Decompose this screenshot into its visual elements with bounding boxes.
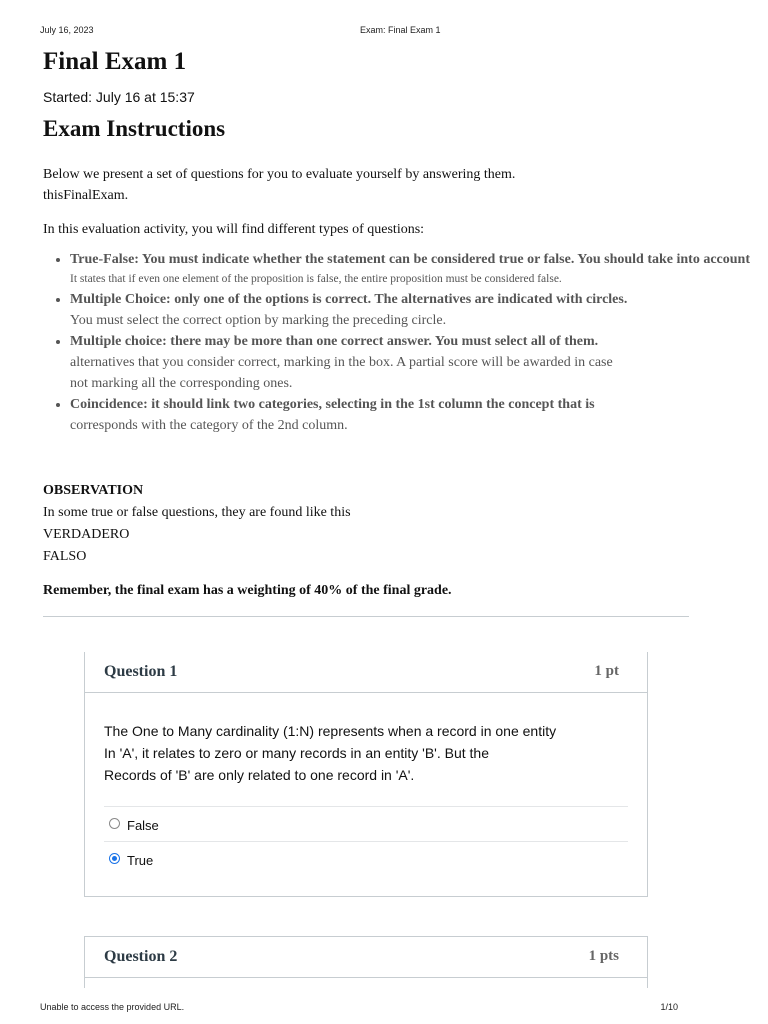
question-points: 1 pts bbox=[588, 948, 619, 964]
print-header bbox=[40, 25, 728, 37]
question-title: Question 2 bbox=[104, 948, 178, 965]
instructions-heading: Exam Instructions bbox=[43, 116, 226, 141]
answer-label: True bbox=[127, 853, 154, 868]
intro-paragraph bbox=[43, 164, 767, 206]
intro-line: thisFinalExam. bbox=[43, 188, 129, 203]
type-title: Multiple Choice: only one of the options is correct. The alternatives are indicated with circles. bbox=[70, 292, 628, 307]
question-points: 1 pt bbox=[594, 663, 619, 679]
question-card bbox=[84, 936, 648, 988]
type-title: Coincidence: it should link two categories, selecting in the 1st column the concept that is bbox=[70, 397, 595, 412]
type-description: alternatives that you consider correct, marking in the box. A partial score will be awarded in case bbox=[70, 355, 613, 370]
question-card bbox=[84, 652, 648, 897]
observation-line: VERDADERO bbox=[43, 527, 130, 542]
type-description: not marking all the corresponding ones. bbox=[70, 376, 293, 391]
started-timestamp: Started: July 16 at 15:37 bbox=[43, 89, 195, 105]
answer-option-true[interactable] bbox=[104, 841, 628, 876]
observation-line: FALSO bbox=[43, 549, 87, 564]
answer-label: False bbox=[127, 818, 159, 833]
page-number: 1/10 bbox=[660, 1002, 678, 1012]
type-description: corresponds with the category of the 2nd column. bbox=[70, 418, 348, 433]
list-item bbox=[70, 289, 767, 331]
print-date: July 16, 2023 bbox=[40, 25, 94, 35]
types-intro: In this evaluation activity, you will find different types of questions: bbox=[43, 222, 425, 237]
question-header bbox=[85, 936, 647, 978]
radio-button[interactable] bbox=[109, 818, 120, 829]
observation-line: In some true or false questions, they are found like this bbox=[43, 505, 351, 520]
list-item bbox=[70, 249, 767, 289]
type-description: It states that if even one element of the proposition is false, the entire proposition must be considered false. bbox=[70, 273, 562, 285]
question-header bbox=[85, 652, 647, 693]
list-item bbox=[70, 331, 767, 394]
answer-list bbox=[104, 806, 628, 876]
divider bbox=[43, 616, 689, 617]
question-body bbox=[85, 693, 647, 876]
footer-message: Unable to access the provided URL. bbox=[40, 1002, 185, 1012]
question-text-line: Records of 'B' are only related to one record in 'A'. bbox=[104, 767, 415, 783]
list-item bbox=[70, 394, 767, 436]
type-description: You must select the correct option by marking the preceding circle. bbox=[70, 313, 447, 328]
type-title: True-False: You must indicate whether the statement can be considered true or false. You should take into account bbox=[70, 252, 751, 267]
exam-title: Final Exam 1 bbox=[43, 48, 187, 75]
question-text-line: In 'A', it relates to zero or many records in an entity 'B'. But the bbox=[104, 745, 489, 761]
weighting-note: Remember, the final exam has a weighting of 40% of the final grade. bbox=[43, 583, 452, 598]
intro-line: Below we present a set of questions for you to evaluate yourself by answering them. bbox=[43, 167, 516, 182]
exam-content bbox=[43, 46, 767, 617]
observation-heading: OBSERVATION bbox=[43, 483, 144, 498]
question-types-list bbox=[43, 249, 767, 436]
question-title: Question 1 bbox=[104, 663, 178, 680]
type-title: Multiple choice: there may be more than one correct answer. You must select all of them. bbox=[70, 334, 599, 349]
answer-option-false[interactable] bbox=[104, 806, 628, 841]
print-footer bbox=[40, 1002, 728, 1014]
print-title: Exam: Final Exam 1 bbox=[360, 25, 441, 35]
question-text-line: The One to Many cardinality (1:N) represents when a record in one entity bbox=[104, 723, 557, 739]
radio-button-selected[interactable] bbox=[109, 853, 120, 864]
